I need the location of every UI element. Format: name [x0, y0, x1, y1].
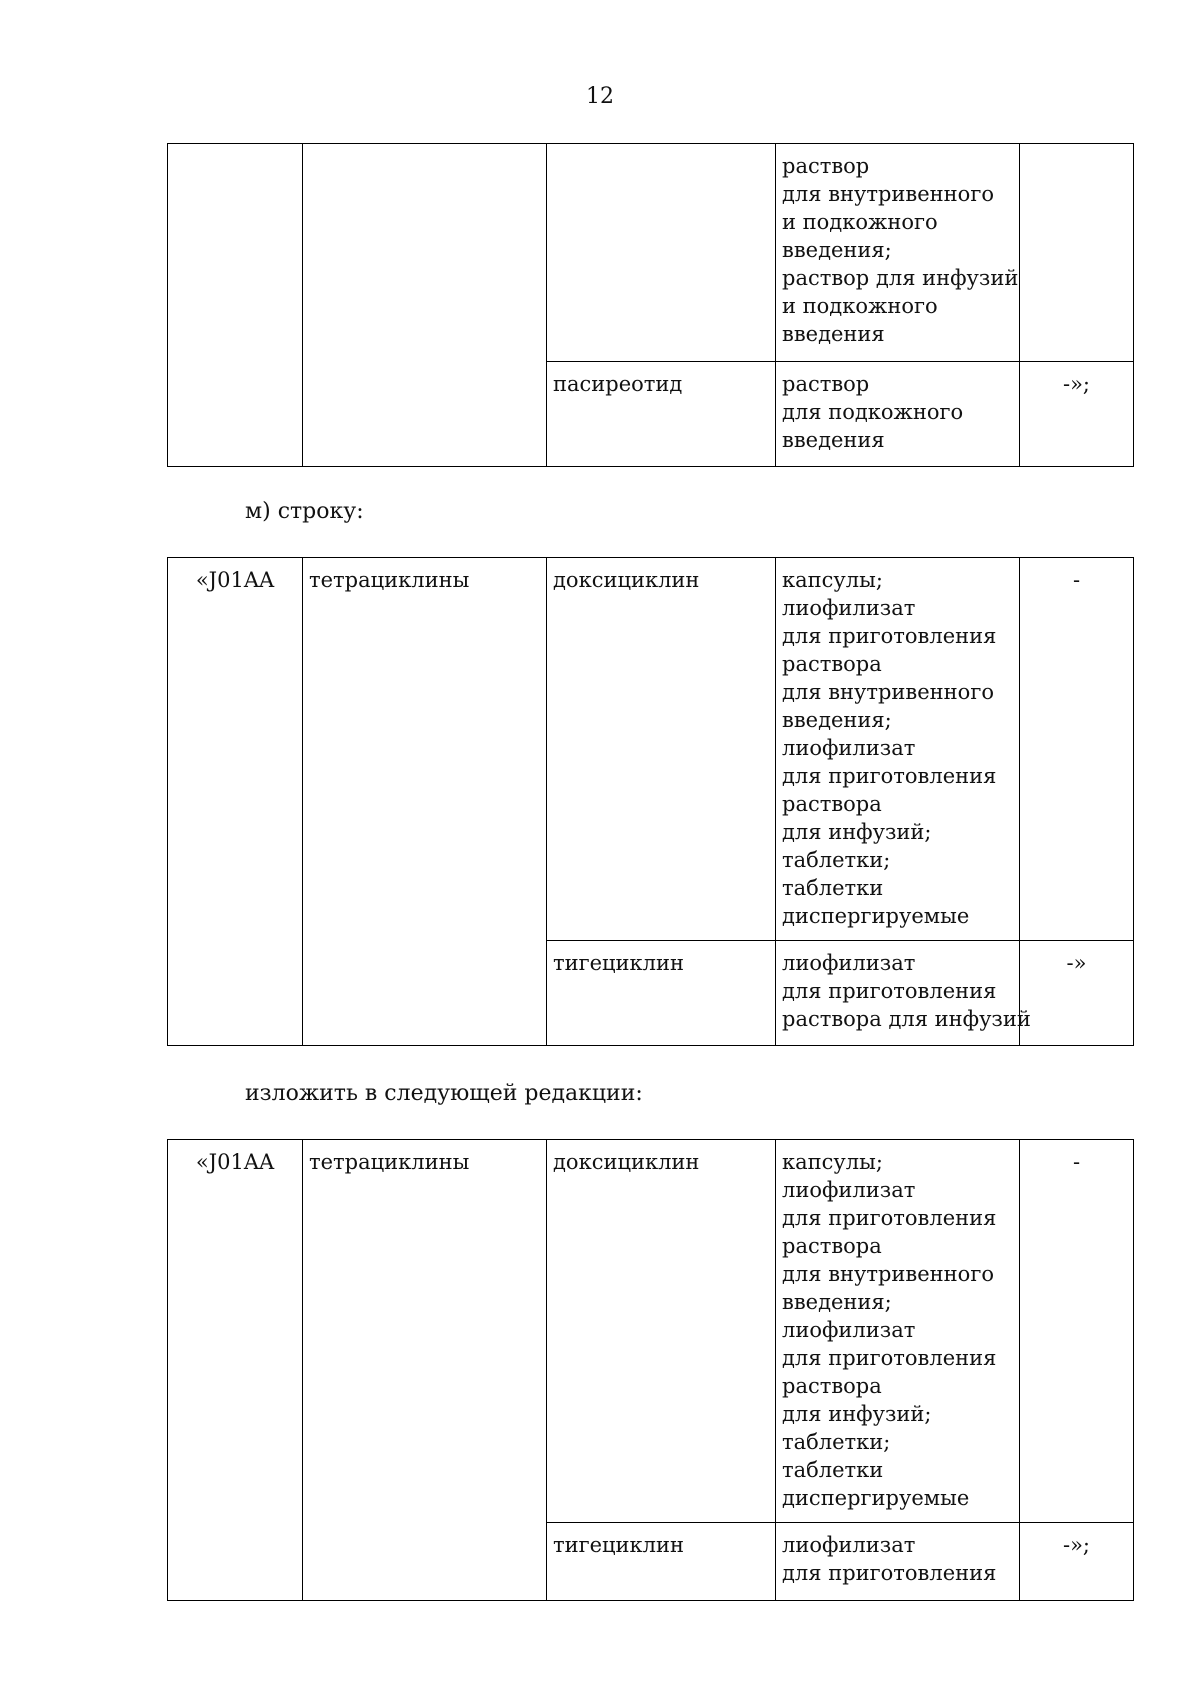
table-row — [168, 558, 1134, 941]
dosage-form-line: таблетки — [782, 876, 884, 900]
dosage-form-line: для приготовления — [782, 1206, 997, 1230]
dosage-forms-cell — [776, 558, 1020, 941]
drug-table-original — [167, 557, 1134, 1046]
dosage-form-line: капсулы; — [782, 1150, 883, 1174]
dosage-form-line: введения — [782, 322, 885, 346]
dosage-form-line: раствор для инфузий — [782, 266, 1019, 290]
dosage-form-line: лиофилизат — [782, 596, 916, 620]
dosage-forms-cell — [776, 1140, 1020, 1523]
drug-name-cell: тигециклин — [547, 941, 776, 1046]
dosage-form-line: раствор — [782, 154, 870, 178]
atc-code-cell: «J01AA — [168, 1140, 303, 1601]
note-cell: -» — [1020, 941, 1134, 1046]
drug-name-cell: пасиреотид — [547, 362, 776, 467]
dosage-form-line: таблетки — [782, 1458, 884, 1482]
dosage-form-line: введения — [782, 428, 885, 452]
dosage-forms-cell — [776, 362, 1020, 467]
dosage-form-line: лиофилизат — [782, 1178, 916, 1202]
drug-name-cell: доксициклин — [547, 558, 776, 941]
dosage-form-line: таблетки; — [782, 1430, 891, 1454]
dosage-form-line: введения; — [782, 238, 892, 262]
dosage-form-line: и подкожного — [782, 294, 938, 318]
dosage-form-line: введения; — [782, 1290, 892, 1314]
instruction-paragraph: изложить в следующей редакции: — [245, 1081, 643, 1106]
drug-name-cell: тигециклин — [547, 1523, 776, 1601]
dosage-form-line: таблетки; — [782, 848, 891, 872]
dosage-form-line: для приготовления — [782, 624, 997, 648]
dosage-form-line: диспергируемые — [782, 1486, 970, 1510]
note-cell: - — [1020, 558, 1134, 941]
dosage-form-line: раствора — [782, 792, 882, 816]
drug-name-cell: доксициклин — [547, 1140, 776, 1523]
dosage-form-line: раствор — [782, 372, 870, 396]
instruction-paragraph: м) строку: — [245, 499, 364, 524]
drug-name-cell — [547, 144, 776, 362]
dosage-form-line: диспергируемые — [782, 904, 970, 928]
dosage-form-line: для приготовления — [782, 764, 997, 788]
dosage-form-line: для приготовления — [782, 1561, 997, 1585]
atc-code-cell: «J01AA — [168, 558, 303, 1046]
table-row — [168, 1140, 1134, 1523]
drug-table-revised — [167, 1139, 1134, 1601]
dosage-form-line: введения; — [782, 708, 892, 732]
page-number: 12 — [586, 84, 614, 109]
dosage-form-line: и подкожного — [782, 210, 938, 234]
note-cell: - — [1020, 1140, 1134, 1523]
note-cell — [1020, 144, 1134, 362]
table-row — [168, 144, 1134, 362]
dosage-form-line: раствора для инфузий — [782, 1007, 1031, 1031]
dosage-form-line: лиофилизат — [782, 1318, 916, 1342]
dosage-form-line: лиофилизат — [782, 1533, 916, 1557]
dosage-form-line: для приготовления — [782, 1346, 997, 1370]
dosage-form-line: для внутривенного — [782, 182, 994, 206]
dosage-form-line: для подкожного — [782, 400, 964, 424]
group-name-cell: тетрациклины — [303, 1140, 547, 1601]
drug-table-continued — [167, 143, 1134, 467]
dosage-forms-cell — [776, 144, 1020, 362]
dosage-form-line: лиофилизат — [782, 951, 916, 975]
dosage-forms-cell — [776, 941, 1031, 1046]
dosage-form-line: для инфузий; — [782, 820, 932, 844]
dosage-form-line: лиофилизат — [782, 736, 916, 760]
dosage-form-line: раствора — [782, 1234, 882, 1258]
group-name-cell — [303, 144, 547, 467]
atc-code-cell — [168, 144, 303, 467]
dosage-form-line: для приготовления — [782, 979, 997, 1003]
dosage-form-line: для инфузий; — [782, 1402, 932, 1426]
dosage-forms-cell — [776, 1523, 1020, 1601]
note-cell: -»; — [1020, 1523, 1134, 1601]
note-cell: -»; — [1020, 362, 1134, 467]
dosage-form-line: раствора — [782, 1374, 882, 1398]
dosage-form-line: для внутривенного — [782, 680, 994, 704]
dosage-form-line: для внутривенного — [782, 1262, 994, 1286]
dosage-form-line: капсулы; — [782, 568, 883, 592]
dosage-form-line: раствора — [782, 652, 882, 676]
group-name-cell: тетрациклины — [303, 558, 547, 1046]
